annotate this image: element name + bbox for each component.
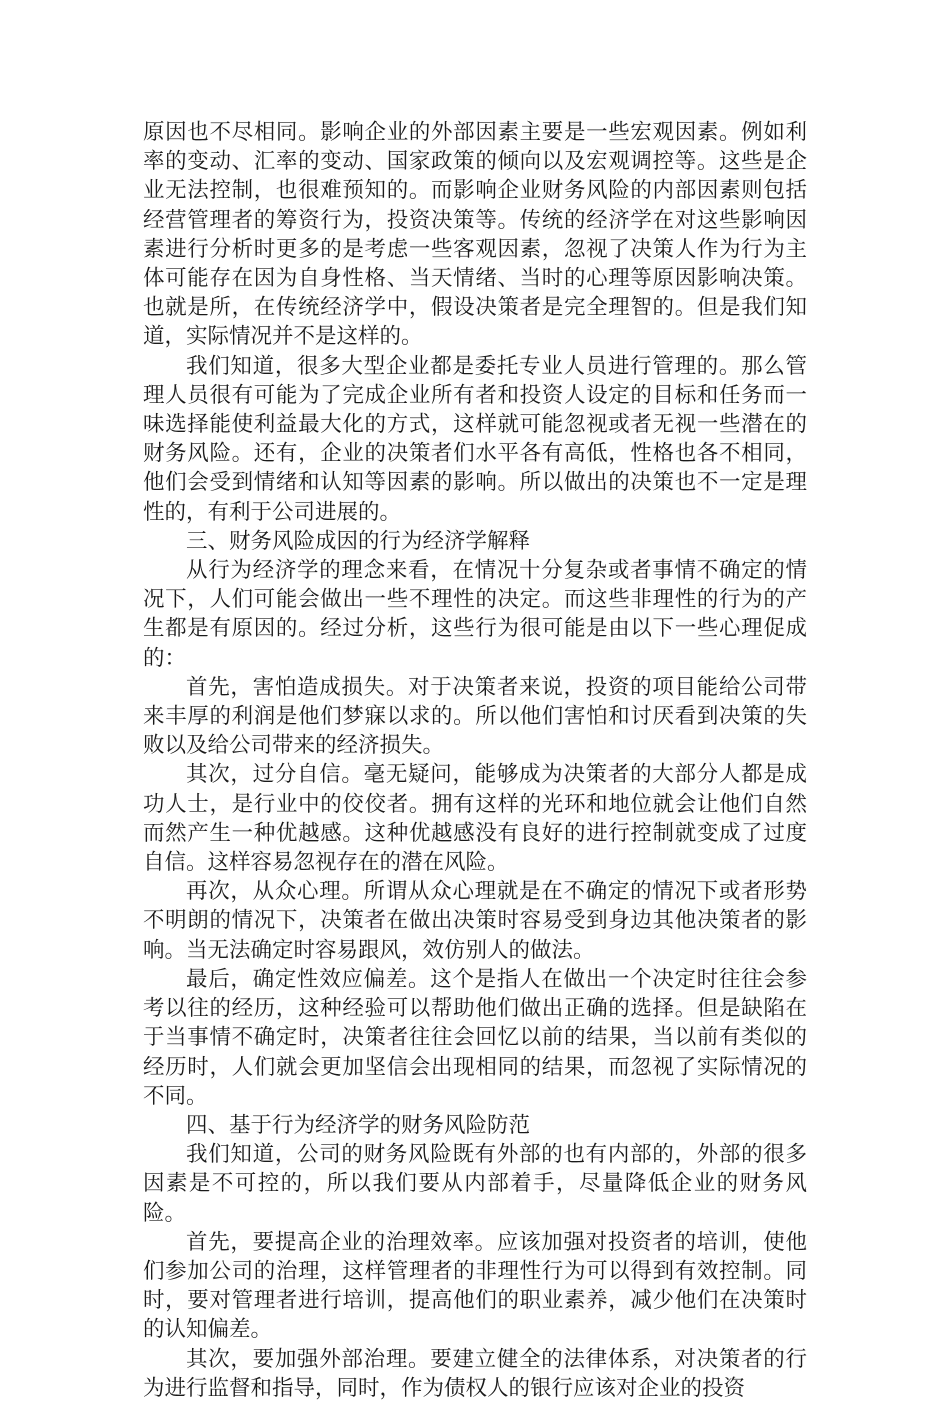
paragraph-management: 我们知道，很多大型企业都是委托专业人员进行管理的。那么管理人员很有可能为了完成企业所有者和投资人设定的目标和任务而一味选择能使利益最大化的方式，这样就可能忽视或者无视一些潜在的财务风险。还有，企业的决策者们水平各有高低，性格也各不相同，他们会受到情绪和认知等因素的影响。所以做出的决策也不一定是理性的，有利于公司进展的。 <box>143 353 807 525</box>
paragraph-external-governance: 其次，要加强外部治理。要建立健全的法律体系，对决策者的行为进行监督和指导，同时，作为债权人的银行应该对企业的投资 <box>143 1346 807 1401</box>
paragraph-loss-fear: 首先，害怕造成损失。对于决策者来说，投资的项目能给公司带来丰厚的利润是他们梦寐以求的。所以他们害怕和讨厌看到决策的失败以及给公司带来的经济损失。 <box>143 674 807 759</box>
paragraph-governance: 首先，要提高企业的治理效率。应该加强对投资者的培训，使他们参加公司的治理，这样管理者的非理性行为可以得到有效控制。同时，要对管理者进行培训，提高他们的职业素养，减少他们在决策时的认知偏差。 <box>143 1229 807 1343</box>
section-heading-4: 四、基于行为经济学的财务风险防范 <box>186 1112 531 1138</box>
paragraph-prevention-intro: 我们知道，公司的财务风险既有外部的也有内部的，外部的很多因素是不可控的，所以我们要从内部着手，尽量降低企业的财务风险。 <box>143 1142 807 1226</box>
document-body <box>143 118 807 1403</box>
paragraph-behavioral-intro: 从行为经济学的理念来看，在情况十分复杂或者事情不确定的情况下，人们可能会做出一些不理性的决定。而这些非理性的行为的产生都是有原因的。经过分析，这些行为很可能是由以下一些心理促成的： <box>143 558 807 671</box>
paragraph-herding: 再次，从众心理。所谓从众心理就是在不确定的情况下或者形势不明朗的情况下，决策者在做出决策时容易受到身边其他决策者的影响。当无法确定时容易跟风，效仿别人的做法。 <box>143 879 807 963</box>
paragraph-certainty-bias: 最后，确定性效应偏差。这个是指人在做出一个决定时往往会参考以往的经历，这种经验可以帮助他们做出正确的选择。但是缺陷在于当事情不确定时，决策者往往会回忆以前的结果，当以前有类似的经历时，人们就会更加坚信会出现相同的结果，而忽视了实际情况的不同。 <box>143 966 807 1109</box>
paragraph-continuation: 原因也不尽相同。影响企业的外部因素主要是一些宏观因素。例如利率的变动、汇率的变动、国家政策的倾向以及宏观调控等。这些是企业无法控制，也很难预知的。而影响企业财务风险的内部因素则包括经营管理者的筹资行为，投资决策等。传统的经济学在对这些影响因素进行分析时更多的是考虑一些客观因素，忽视了决策人作为行为主体可能存在因为自身性格、当天情绪、当时的心理等原因影响决策。也就是所，在传统经济学中，假设决策者是完全理智的。但是我们知道，实际情况并不是这样的。 <box>143 120 807 350</box>
paragraph-overconfidence: 其次，过分自信。毫无疑问，能够成为决策者的大部分人都是成功人士，是行业中的佼佼者。拥有这样的光环和地位就会让他们自然而然产生一种优越感。这种优越感没有良好的进行控制就变成了过度自信。这样容易忽视存在的潜在风险。 <box>143 762 807 876</box>
section-heading-3: 三、财务风险成因的行为经济学解释 <box>186 528 531 554</box>
